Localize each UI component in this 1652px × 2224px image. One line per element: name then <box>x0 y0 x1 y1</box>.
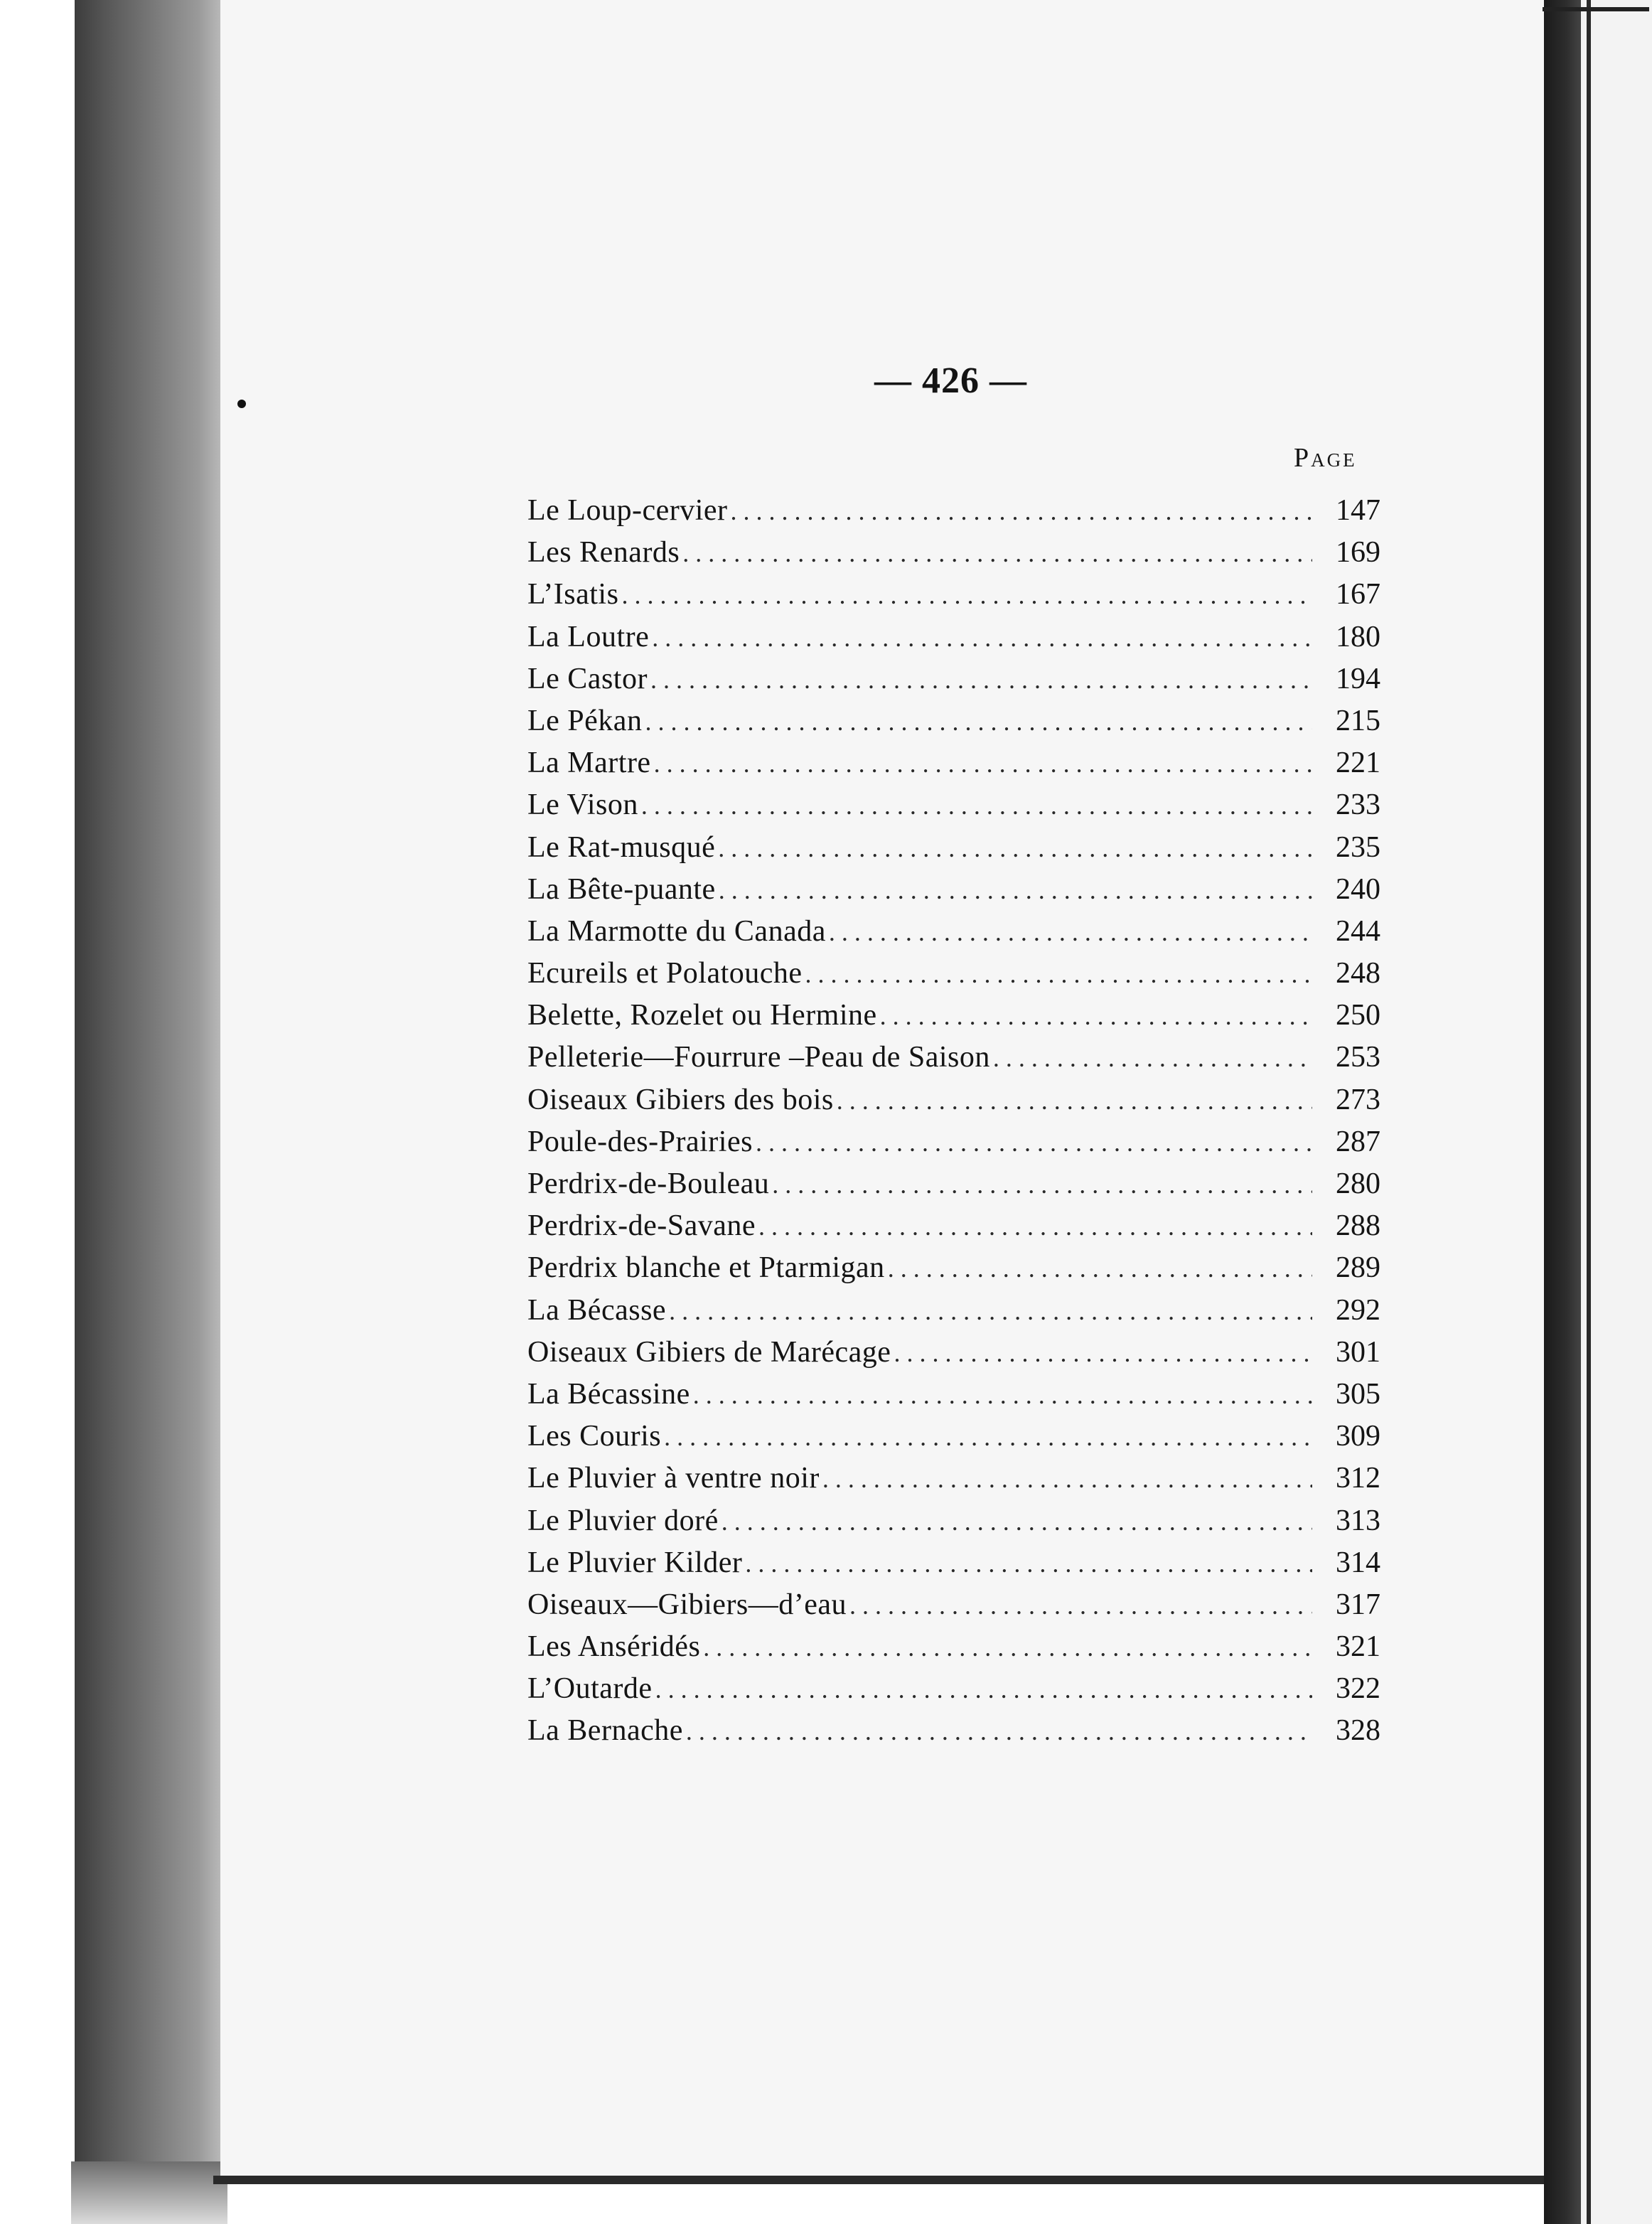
dot-leader <box>703 1632 1312 1662</box>
next-leaf-edge <box>1544 0 1581 2224</box>
dot-leader <box>682 538 1312 568</box>
toc-entry-page: 235 <box>1336 830 1380 864</box>
toc-entry <box>527 662 1380 704</box>
dot-leader <box>993 1043 1312 1073</box>
toc-entry-title: La Bernache <box>527 1714 683 1748</box>
toc-entry-page: 244 <box>1336 914 1380 948</box>
page-number: — 426 — <box>874 360 1027 401</box>
toc-entry-title: Le Pluvier à ventre noir <box>527 1462 820 1495</box>
toc-entry <box>527 830 1380 872</box>
dot-leader <box>805 959 1312 989</box>
dot-leader <box>641 791 1312 820</box>
toc-entry <box>527 914 1380 956</box>
toc-entry-title: Le Loup-cervier <box>527 494 728 527</box>
toc-entry <box>527 1546 1380 1588</box>
toc-entry-page: 292 <box>1336 1293 1380 1327</box>
toc-entry-page: 194 <box>1336 662 1380 695</box>
dot-leader <box>849 1591 1312 1620</box>
toc-entry <box>527 1040 1380 1082</box>
toc-entry-page: 312 <box>1336 1462 1380 1495</box>
ink-speck <box>237 400 246 408</box>
dot-leader <box>693 1380 1312 1410</box>
dot-leader <box>654 749 1312 779</box>
binding-shadow-bottom <box>71 2161 227 2224</box>
toc-entry-title: Le Pékan <box>527 704 643 737</box>
toc-entry-title: La Bécassine <box>527 1377 690 1411</box>
toc-entry-page: 167 <box>1336 578 1380 611</box>
toc-entry-title: La Martre <box>527 747 651 780</box>
toc-entry-title: Le Castor <box>527 662 648 695</box>
toc-entry-page: 253 <box>1336 1041 1380 1074</box>
dot-leader <box>621 580 1312 610</box>
toc-entry-title: Le Rat-musqué <box>527 830 716 864</box>
toc-entry-page: 321 <box>1336 1630 1380 1664</box>
toc-entry-title: Les Renards <box>527 536 680 570</box>
toc-entry <box>527 1461 1380 1503</box>
toc-entry <box>527 1293 1380 1335</box>
toc-entry-title: Les Anséridés <box>527 1630 701 1664</box>
toc-entry-title: Perdrix-de-Bouleau <box>527 1167 770 1200</box>
dot-leader <box>756 1128 1312 1158</box>
toc-entry-page: 147 <box>1336 494 1380 527</box>
toc-entry-title: La Bécasse <box>527 1293 667 1327</box>
toc-entry-page: 215 <box>1336 704 1380 737</box>
toc-entry-page: 250 <box>1336 999 1380 1032</box>
toc-entry <box>527 1125 1380 1167</box>
dot-leader <box>650 665 1312 695</box>
toc-entry-title: Le Vison <box>527 788 638 822</box>
toc-entry <box>527 620 1380 662</box>
toc-entry-page: 317 <box>1336 1588 1380 1621</box>
toc-entry-title: La Marmotte du Canada <box>527 914 826 948</box>
dot-leader <box>758 1212 1312 1241</box>
toc-entry-title: Le Pluvier doré <box>527 1504 719 1537</box>
next-leaf-line <box>1587 0 1591 2224</box>
toc-entry <box>527 704 1380 746</box>
dot-leader <box>655 1674 1312 1704</box>
dot-leader <box>719 875 1312 905</box>
dot-leader <box>664 1422 1312 1452</box>
binding-shadow <box>75 0 220 2183</box>
toc-entry <box>527 1714 1380 1755</box>
dot-leader <box>894 1338 1312 1368</box>
toc-entry <box>527 746 1380 788</box>
toc-entry <box>527 1083 1380 1125</box>
toc-entry <box>527 1209 1380 1251</box>
toc-entry-title: La Bête-puante <box>527 872 716 906</box>
toc-entry-title: Oiseaux—Gibiers—d’eau <box>527 1588 847 1621</box>
toc-entry-title: Oiseaux Gibiers des bois <box>527 1083 834 1116</box>
toc-entry-title: Le Pluvier Kilder <box>527 1546 743 1579</box>
toc-entry <box>527 535 1380 577</box>
toc-entry-title: Les Couris <box>527 1420 662 1453</box>
toc-entry-page: 240 <box>1336 872 1380 906</box>
toc-entry <box>527 998 1380 1040</box>
toc-entry <box>527 1419 1380 1461</box>
toc-entry-title: Poule-des-Prairies <box>527 1125 753 1158</box>
dot-leader <box>880 1001 1312 1031</box>
toc-entry-page: 313 <box>1336 1504 1380 1537</box>
toc-entry-page: 328 <box>1336 1714 1380 1748</box>
toc-entry-page: 289 <box>1336 1251 1380 1285</box>
toc-entry-page: 288 <box>1336 1209 1380 1243</box>
toc-entry <box>527 1504 1380 1546</box>
dot-leader <box>731 496 1312 526</box>
dot-leader <box>686 1716 1312 1746</box>
scan-margin-left <box>0 0 78 2224</box>
toc-entry <box>527 1588 1380 1630</box>
toc-entry-title: L’Outarde <box>527 1672 653 1706</box>
toc-entry-page: 180 <box>1336 620 1380 653</box>
toc-entry <box>527 1167 1380 1209</box>
toc-entry <box>527 956 1380 998</box>
toc-entry <box>527 1630 1380 1672</box>
toc-entry <box>527 872 1380 914</box>
page-bottom-edge <box>213 2176 1550 2184</box>
toc-entry <box>527 1377 1380 1419</box>
scan-margin-right <box>1581 0 1652 2224</box>
page-column-header: Page <box>1294 443 1357 473</box>
toc-entry-page: 314 <box>1336 1546 1380 1579</box>
toc-entry <box>527 1672 1380 1714</box>
toc-entry-page: 233 <box>1336 788 1380 822</box>
dot-leader <box>645 707 1312 737</box>
toc-entry-page: 248 <box>1336 957 1380 990</box>
dot-leader <box>669 1296 1312 1326</box>
dot-leader <box>745 1549 1312 1578</box>
toc-entry-title: L’Isatis <box>527 578 619 611</box>
toc-entry-title: Oiseaux Gibiers de Marécage <box>527 1335 891 1369</box>
toc-entry-page: 280 <box>1336 1167 1380 1200</box>
top-edge-mark <box>1543 7 1649 11</box>
dot-leader <box>718 833 1312 863</box>
dot-leader <box>772 1170 1312 1199</box>
dot-leader <box>822 1464 1312 1494</box>
toc-entry-title: Ecureils et Polatouche <box>527 957 803 990</box>
toc-entry-page: 221 <box>1336 747 1380 780</box>
dot-leader <box>829 917 1312 947</box>
toc-entry <box>527 493 1380 535</box>
toc-entry-page: 287 <box>1336 1125 1380 1158</box>
dot-leader <box>888 1253 1312 1283</box>
toc-entry <box>527 1335 1380 1377</box>
toc-entry-title: Perdrix blanche et Ptarmigan <box>527 1251 885 1285</box>
toc-entry-page: 309 <box>1336 1420 1380 1453</box>
toc-entry-title: Perdrix-de-Savane <box>527 1209 756 1243</box>
toc-entry-title: La Loutre <box>527 620 650 653</box>
table-of-contents <box>527 493 1380 1756</box>
toc-entry-page: 301 <box>1336 1335 1380 1369</box>
dot-leader <box>652 623 1312 653</box>
dot-leader <box>837 1086 1312 1116</box>
toc-entry-page: 322 <box>1336 1672 1380 1706</box>
toc-entry-page: 169 <box>1336 536 1380 570</box>
dot-leader <box>722 1507 1312 1536</box>
toc-entry-page: 273 <box>1336 1083 1380 1116</box>
toc-entry <box>527 788 1380 830</box>
toc-entry <box>527 577 1380 619</box>
toc-entry-page: 305 <box>1336 1377 1380 1411</box>
toc-entry-title: Pelleterie—Fourrure –Peau de Saison <box>527 1041 990 1074</box>
toc-entry-title: Belette, Rozelet ou Hermine <box>527 999 877 1032</box>
toc-entry <box>527 1251 1380 1293</box>
